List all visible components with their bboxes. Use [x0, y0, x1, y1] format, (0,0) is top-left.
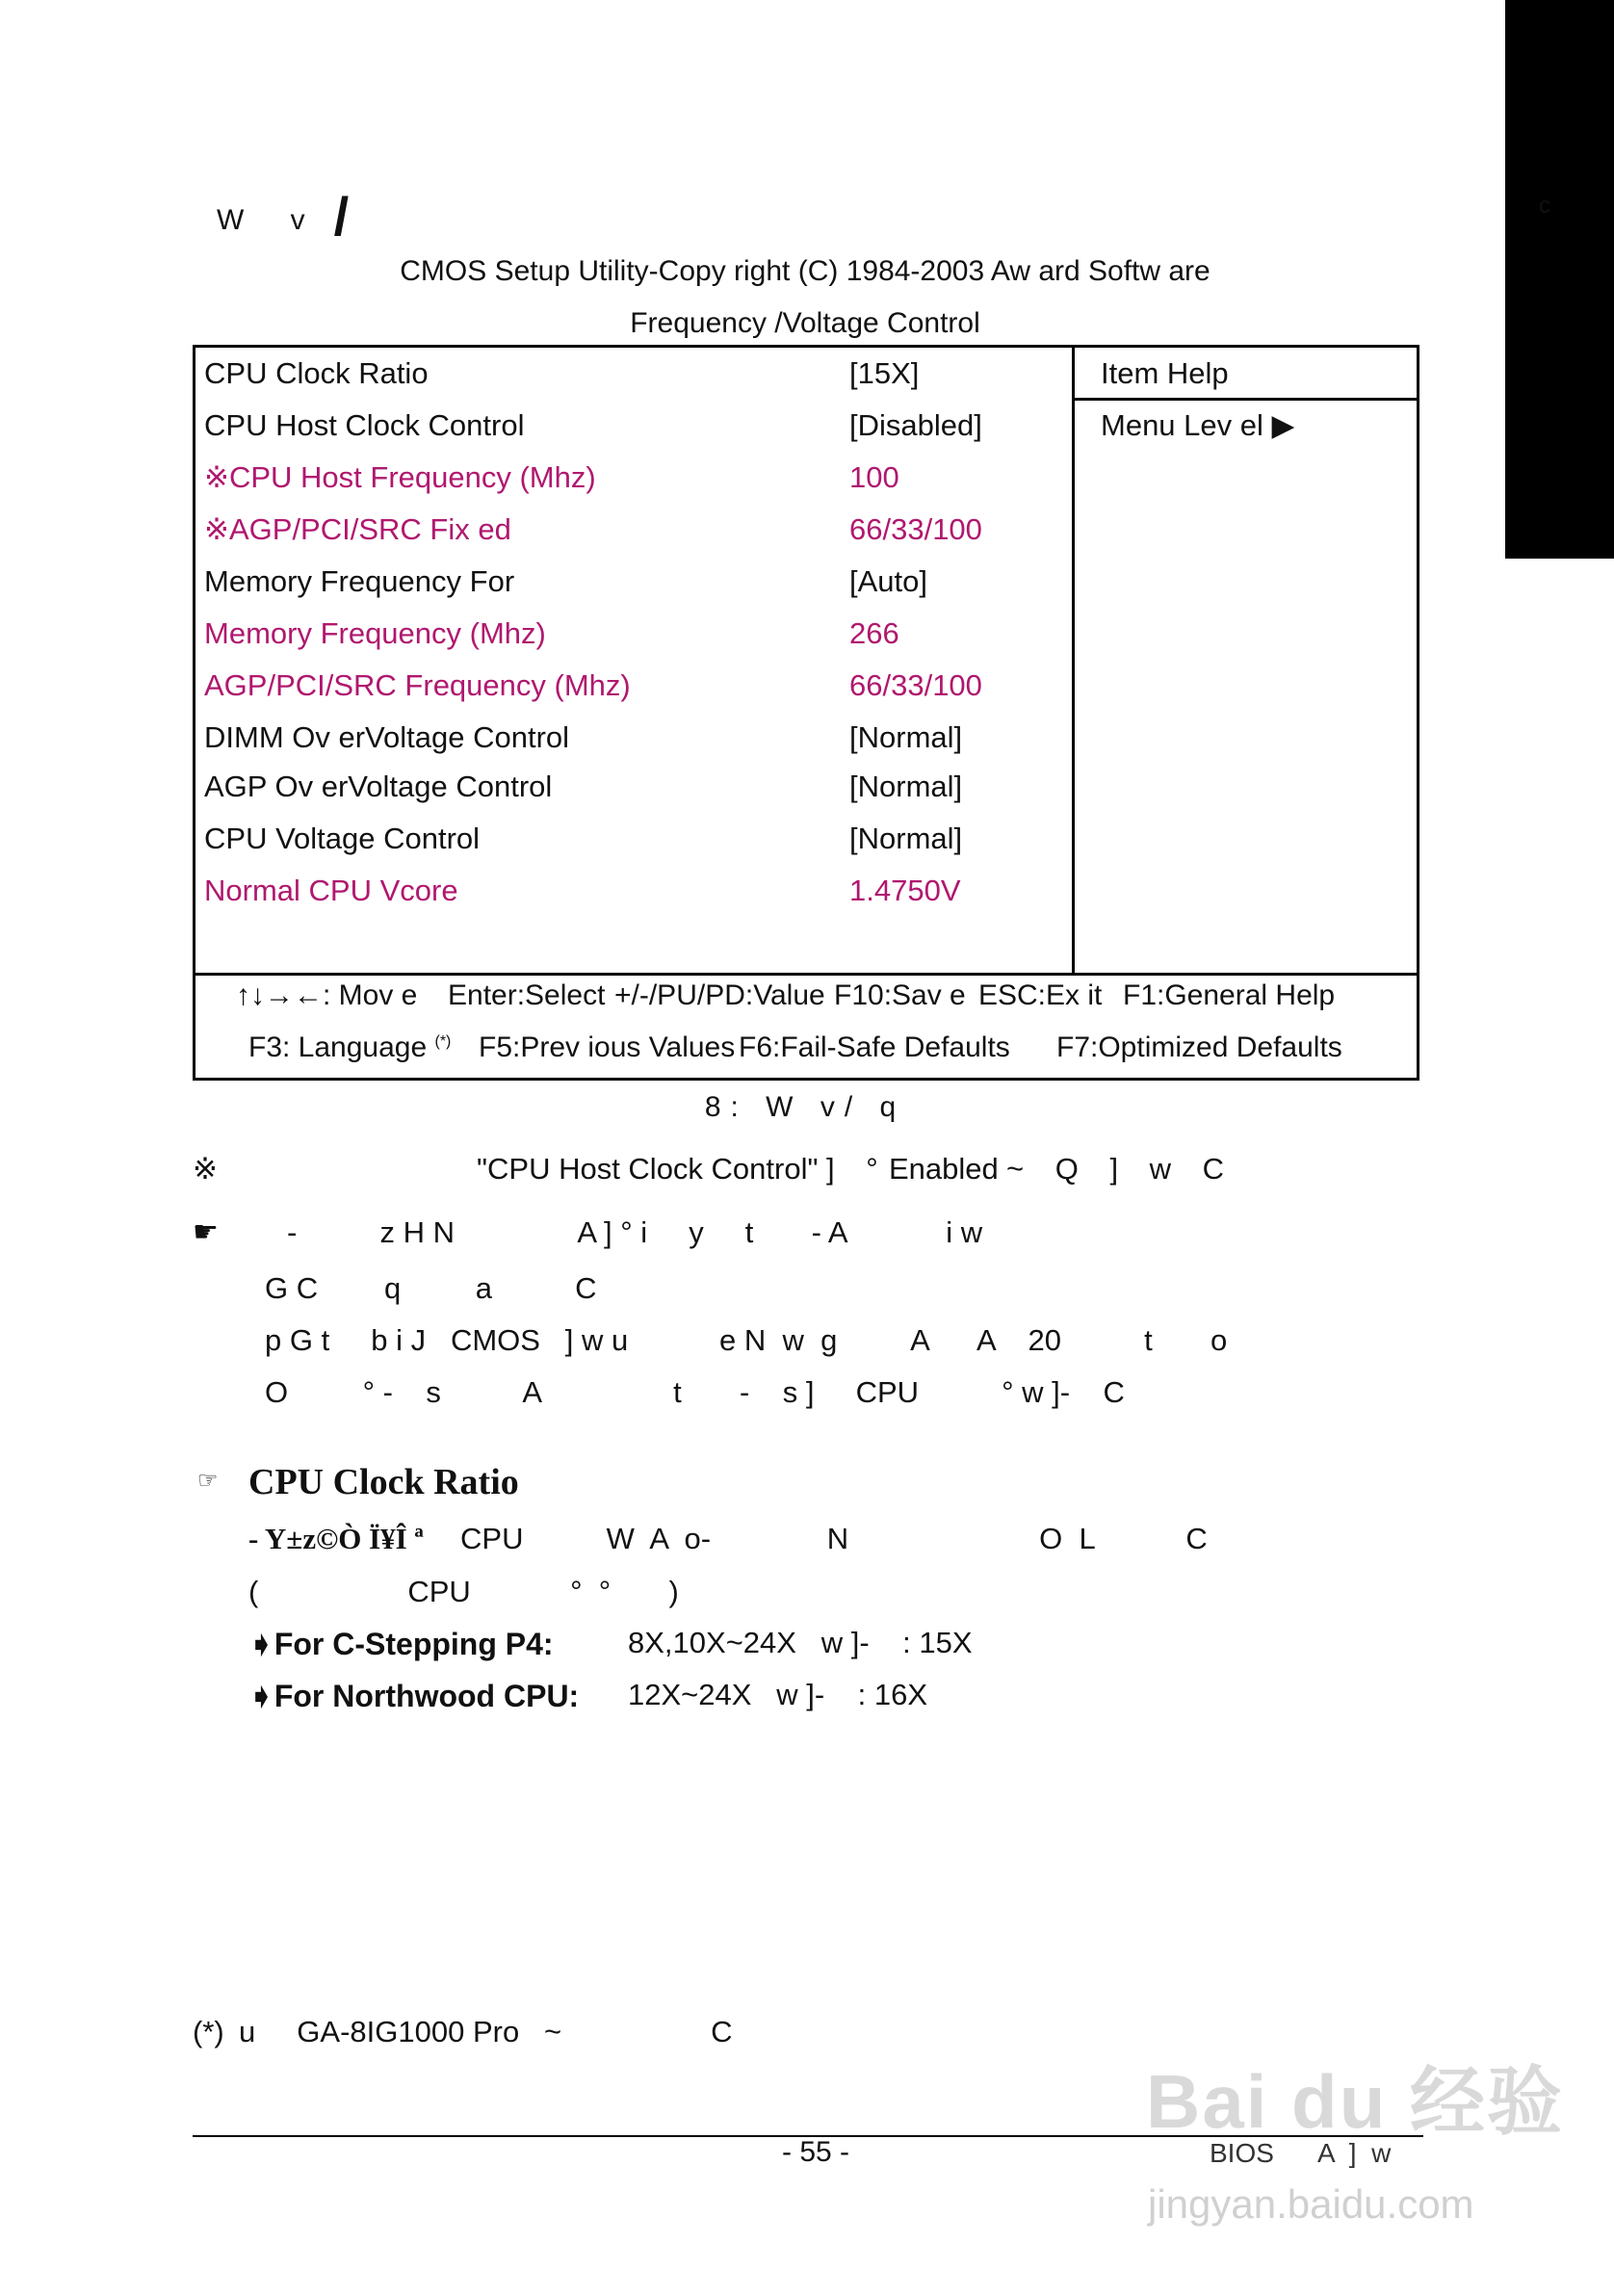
key-hint-enter: Enter:Select [448, 979, 606, 1011]
key-hint-help: F1:General Help [1123, 979, 1336, 1011]
key-hint-failsafe: F6:Fail-Safe Defaults [739, 1031, 1010, 1063]
item-help-header-rule [1072, 398, 1417, 401]
bios-row-value[interactable]: [Normal] [849, 770, 963, 803]
bullet-northwood-value: 12X~24X w ]- : 16X [628, 1678, 928, 1711]
footnote-text: u GA-8IG1000 Pro ~ C [239, 2015, 733, 2048]
bios-row-label[interactable]: CPU Voltage Control [204, 822, 481, 855]
section-heading [217, 185, 349, 248]
item-help-title: Item Help [1101, 356, 1229, 390]
bios-row-value[interactable]: 66/33/100 [849, 512, 982, 546]
item-help-divider [1072, 345, 1075, 976]
bios-row-value[interactable]: 266 [849, 616, 899, 650]
note-enabled: Enabled [889, 1152, 999, 1186]
bullet-northwood-label: ➧For Northwood CPU: [248, 1679, 580, 1713]
ratio-line-1-prefix: - Y±z©Ò Ï¥Î ª [248, 1522, 424, 1555]
bios-row-label[interactable]: AGP Ov erVoltage Control [204, 770, 553, 803]
key-hint-language-text: F3: Language [248, 1031, 428, 1063]
warning-line-2: G C q a C [265, 1271, 597, 1305]
section-heading-slash: / [333, 186, 350, 247]
bios-row-label[interactable]: ※AGP/PCI/SRC Fix ed [204, 512, 511, 546]
baidu-watermark-logo: Bai du 经验 [1146, 2059, 1565, 2144]
key-hint-save: F10:Sav e [834, 979, 966, 1011]
warning-hand-icon: ☛ [193, 1216, 219, 1248]
bios-row-value[interactable]: [Disabled] [849, 408, 982, 442]
bios-subtitle: Frequency /Voltage Control [630, 307, 980, 339]
key-hint-exit: ESC:Ex it [978, 979, 1103, 1011]
bios-footer-rule [193, 973, 1419, 976]
bios-row-label[interactable]: Memory Frequency For [204, 564, 515, 598]
bios-row-value[interactable]: [15X] [849, 356, 920, 390]
page-number: - 55 - [782, 2136, 850, 2168]
bios-row-label[interactable]: CPU Clock Ratio [204, 356, 429, 390]
key-hint-value: +/-/PU/PD:Value [614, 979, 825, 1011]
cpu-clock-ratio-heading: CPU Clock Ratio [248, 1462, 519, 1502]
warning-line-1: - z H N A ] ° i y t - A i w [287, 1215, 983, 1249]
bullet-c-stepping-value: 8X,10X~24X w ]- : 15X [628, 1626, 973, 1659]
key-hint-optimized: F7:Optimized Defaults [1056, 1031, 1342, 1063]
bios-row-label[interactable]: ※CPU Host Frequency (Mhz) [204, 460, 596, 494]
key-hint-language [248, 1031, 451, 1064]
bios-row-label[interactable]: AGP/PCI/SRC Frequency (Mhz) [204, 668, 631, 702]
bios-row-label[interactable]: Memory Frequency (Mhz) [204, 616, 546, 650]
bios-title-line: CMOS Setup Utility-Copy right (C) 1984-2003 Aw ard Softw are [400, 255, 1210, 287]
menu-level: Menu Lev el ▶ [1101, 408, 1295, 442]
figure-caption: 8: W v/ q [704, 1091, 906, 1123]
ratio-line-1: CPU W A o- N O L C [460, 1522, 1208, 1555]
bios-row-label[interactable]: Normal CPU Vcore [204, 874, 458, 907]
warning-line-3: p G t b i J CMOS ] w u e N w g A A 20 t o [265, 1323, 1228, 1357]
key-hint-language-mark: (*) [434, 1033, 452, 1050]
bullet-c-stepping-label: ➧For C-Stepping P4: [248, 1627, 554, 1661]
key-hint-previous: F5:Prev ious Values [479, 1031, 736, 1063]
note-text-2: ~ Q ] w C [1006, 1152, 1237, 1186]
footer-chapter-title: BIOS A ] w [1210, 2138, 1392, 2168]
bios-row-value[interactable]: [Normal] [849, 822, 963, 855]
bios-row-label[interactable]: CPU Host Clock Control [204, 408, 525, 442]
section-heading-text: W v [217, 204, 325, 236]
side-black-tab [1505, 0, 1614, 559]
side-tab-letter: c [1539, 193, 1550, 219]
bios-row-value[interactable]: [Normal] [849, 720, 963, 754]
bios-row-value[interactable]: [Auto] [849, 564, 927, 598]
bios-row-label[interactable]: DIMM Ov erVoltage Control [204, 720, 570, 754]
warning-line-4: O ° - s A t - s ] CPU ° w ]- C [265, 1375, 1125, 1409]
bios-row-value[interactable]: 1.4750V [849, 874, 961, 907]
footnote-mark: (*) [193, 2015, 224, 2048]
baidu-watermark-url: jingyan.baidu.com [1148, 2181, 1474, 2227]
ratio-line-2: ( CPU ° ° ) [248, 1575, 679, 1608]
bios-row-value[interactable]: 100 [849, 460, 899, 494]
bios-setup-panel [193, 345, 1419, 1081]
note-text-1: ] ° [826, 1152, 890, 1186]
note-mark: ※ [193, 1152, 218, 1186]
pointing-hand-icon: ☞ [197, 1468, 219, 1494]
bios-row-value[interactable]: 66/33/100 [849, 668, 982, 702]
note-quoted-item: "CPU Host Clock Control" [477, 1152, 819, 1186]
key-hint-move: ↑↓→←: Mov e [236, 979, 418, 1011]
